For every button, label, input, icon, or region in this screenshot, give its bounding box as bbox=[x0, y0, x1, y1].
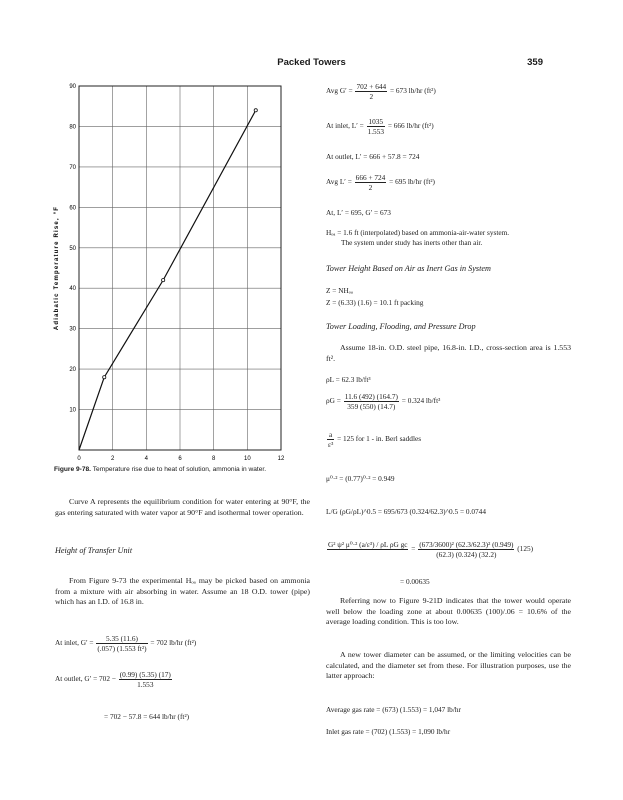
eq-rho-l: ρL = 62.3 lb/ft³ bbox=[326, 375, 371, 384]
eq-outlet-l: At outlet, L′ = 666 + 57.8 = 724 bbox=[326, 152, 420, 161]
eq-a-eps: $\frac{a}{\text{ε³}}$ = 125 for 1 - in. Berl saddles bbox=[328, 430, 422, 449]
y-tick-label: 70 bbox=[69, 164, 76, 171]
para-assume-pipe: Assume 18-in. O.D. steel pipe, 16.8-in. I.D., cross-section area is 1.553 ft². bbox=[326, 343, 571, 363]
x-tick-label: 10 bbox=[243, 456, 251, 462]
x-tick-label: 6 bbox=[178, 456, 182, 462]
temperature-rise-chart bbox=[48, 80, 313, 465]
eq-flooding-result: = 0.00635 bbox=[400, 577, 430, 586]
eq-average-gas-rate: Average gas rate = (673) (1.553) = 1,047 lb/hr bbox=[326, 705, 461, 714]
series-line bbox=[79, 110, 256, 450]
x-tick-label: 8 bbox=[211, 456, 216, 462]
y-axis-label: Adiabatic Temperature Rise, °F bbox=[54, 205, 60, 331]
figure-caption-text: Temperature rise due to heat of solution, ammonia in water. bbox=[92, 466, 267, 473]
y-tick-label: 20 bbox=[69, 367, 76, 374]
eq-z-value: Z = (6.33) (1.6) = 10.1 ft packing bbox=[326, 298, 424, 307]
eq-z-nhog: Z = NHₒₐ bbox=[326, 286, 353, 295]
eq-mu: μ⁰·² = (0.77)⁰·² = 0.949 bbox=[326, 474, 395, 483]
data-point-marker bbox=[254, 109, 257, 112]
y-tick-label: 10 bbox=[69, 407, 76, 414]
x-tick-label: 2 bbox=[110, 456, 115, 462]
heading-height-transfer-unit: Height of Transfer Unit bbox=[55, 546, 133, 555]
y-tick-label: 80 bbox=[69, 124, 76, 131]
data-point-marker bbox=[162, 279, 165, 282]
heading-tower-height: Tower Height Based on Air as Inert Gas in System bbox=[326, 264, 491, 273]
eq-inlet-g: At inlet, G′ = $\frac{5.35 (11.6)}{\text{(.057) (1.553 ft²)}}$ = 702 lb/hr (ft²) bbox=[55, 634, 197, 653]
para-new-diameter: A new tower diameter can be assumed, or the limiting velocities can be calculated, and the diameter set from these. For illustration purposes, use the latter approach: bbox=[326, 650, 571, 680]
eq-flooding: G² ψ² μ⁰·² (a/ε³) / ρL ρG gc = $\frac{\text{(673/3600)² (62.3/62.3)² (0.949)}}{(62.3) (0.324) (32.2)}$ (125) bbox=[328, 540, 534, 559]
hog-interpolated: Hₒₐ = 1.6 ft (interpolated) based on ammonia-air-water system. bbox=[326, 228, 510, 237]
eq-at-lg: At, L′ = 695, G′ = 673 bbox=[326, 208, 391, 217]
x-tick-label: 12 bbox=[277, 456, 285, 462]
running-header-title: Packed Towers bbox=[277, 57, 346, 68]
figure-caption bbox=[54, 466, 312, 475]
data-point-marker bbox=[103, 376, 106, 379]
eq-outlet-g-result: = 702 − 57.8 = 644 lb/hr (ft²) bbox=[104, 712, 190, 721]
para-hog-pick: From Figure 9-73 the experimental Hₒₐ may be picked based on ammonia from a mixture with air absorbing in water. Assume an 18 O.D. tower (pipe) which has an I.D. of 16.8 in. bbox=[55, 576, 310, 606]
para-curve-a: Curve A represents the equilibrium condition for water entering at 90°F, the gas entering saturated with water vapor at 90°F and isothermal tower operation. bbox=[55, 497, 310, 517]
eq-avg-l: Avg L′ = $\frac{666 + 724}{2}$ = 695 lb/hr (ft²) bbox=[326, 173, 435, 192]
y-tick-label: 30 bbox=[69, 326, 76, 333]
eq-avg-g: Avg G′ = $\frac{702 + 644}{2}$ = 673 lb/hr (ft²) bbox=[326, 82, 436, 101]
para-referring: Referring now to Figure 9-21D indicates that the tower would operate well below the loading zone at about 0.00635 (100)/.06 = 10.6% of the average loading condition. This is too low. bbox=[326, 596, 571, 626]
y-tick-label: 60 bbox=[69, 205, 76, 212]
figure-label: Figure 9-78. bbox=[54, 466, 92, 473]
hog-inerts-note: The system under study has inerts other than air. bbox=[341, 238, 483, 247]
y-tick-label: 90 bbox=[69, 84, 76, 90]
eq-outlet-g: At outlet, G′ = 702 − $\frac{(0.99) (5.35) (17)}{1.553}$ bbox=[55, 670, 171, 689]
heading-tower-loading: Tower Loading, Flooding, and Pressure Drop bbox=[326, 322, 476, 331]
eq-inlet-l: At inlet, L′ = $\frac{1035}{1.553}$ = 666 lb/hr (ft²) bbox=[326, 117, 434, 136]
page-number: 359 bbox=[527, 57, 543, 68]
x-tick-label: 0 bbox=[77, 456, 81, 462]
eq-rho-g: ρG = $\frac{11.6 (492) (164.7)}{359 (550) (14.7)}$ = 0.324 lb/ft³ bbox=[326, 392, 441, 411]
y-tick-label: 50 bbox=[69, 245, 76, 252]
x-tick-label: 4 bbox=[144, 456, 149, 462]
eq-inlet-gas-rate: Inlet gas rate = (702) (1.553) = 1,090 lb/hr bbox=[326, 727, 451, 736]
eq-lg-ratio: L/G (ρG/ρL)^0.5 = 695/673 (0.324/62.3)^0.5 = 0.0744 bbox=[326, 507, 486, 516]
y-tick-label: 40 bbox=[69, 286, 76, 293]
